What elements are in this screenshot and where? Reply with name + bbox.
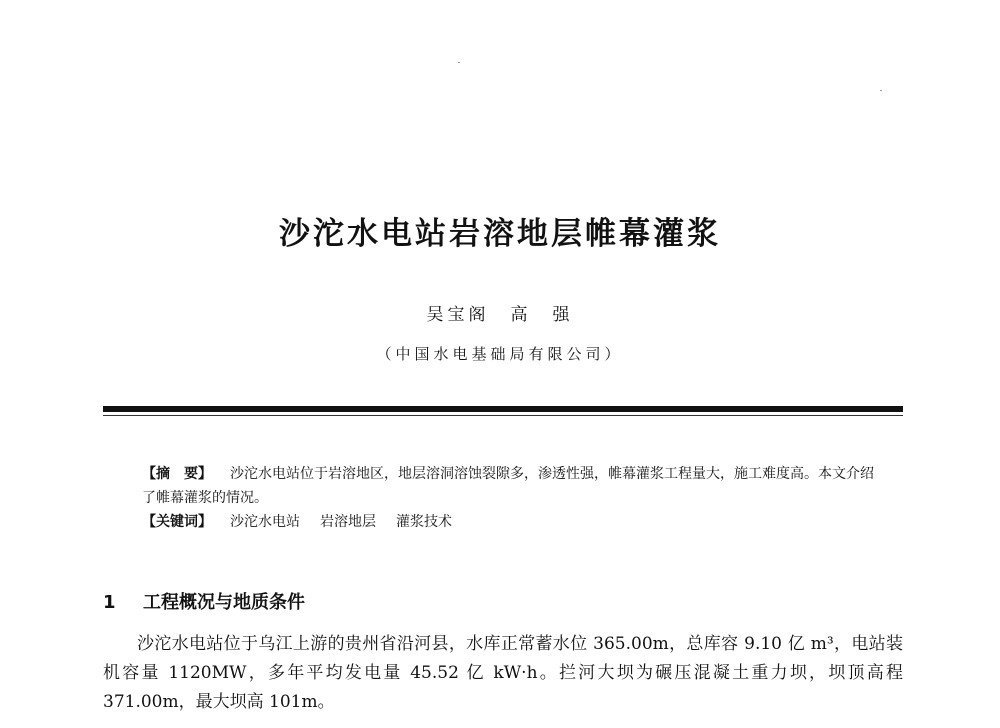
scan-speck <box>458 62 460 63</box>
section-number: 1 <box>103 592 116 613</box>
abstract-paragraph <box>142 462 882 510</box>
keywords-paragraph <box>142 510 882 534</box>
section-title: 工程概况与地质条件 <box>143 592 305 613</box>
section-heading <box>103 588 305 614</box>
keywords-label: 【关键词】 <box>142 514 212 530</box>
paper-affiliation: （中国水电基础局有限公司） <box>376 345 624 363</box>
paper-authors: 吴宝阁 高 强 <box>426 305 574 325</box>
header-rule-thin <box>103 415 903 416</box>
keyword: 岩溶地层 <box>320 514 376 530</box>
paper-title: 沙沱水电站岩溶地层帷幕灌浆 <box>279 216 721 252</box>
keyword: 灌浆技术 <box>396 514 452 530</box>
body-paragraph: 沙沱水电站位于乌江上游的贵州省沿河县，水库正常蓄水位 365.00m，总库容 9.10 亿 m³，电站装机容量 1120MW，多年平均发电量 45.52 亿 kW·h。拦河大坝为碾压混凝土重力坝，坝顶高程 371.00m，最大坝高 101m。 <box>103 634 903 712</box>
header-rule-thick <box>103 406 903 412</box>
abstract-text: 沙沱水电站位于岩溶地区，地层溶洞溶蚀裂隙多，渗透性强，帷幕灌浆工程量大，施工难度高。本文介绍了帷幕灌浆的情况。 <box>142 466 874 506</box>
scan-speck <box>880 90 882 91</box>
abstract-label: 【摘 要】 <box>142 466 212 482</box>
abstract-block <box>142 462 882 534</box>
keyword: 沙沱水电站 <box>230 514 300 530</box>
